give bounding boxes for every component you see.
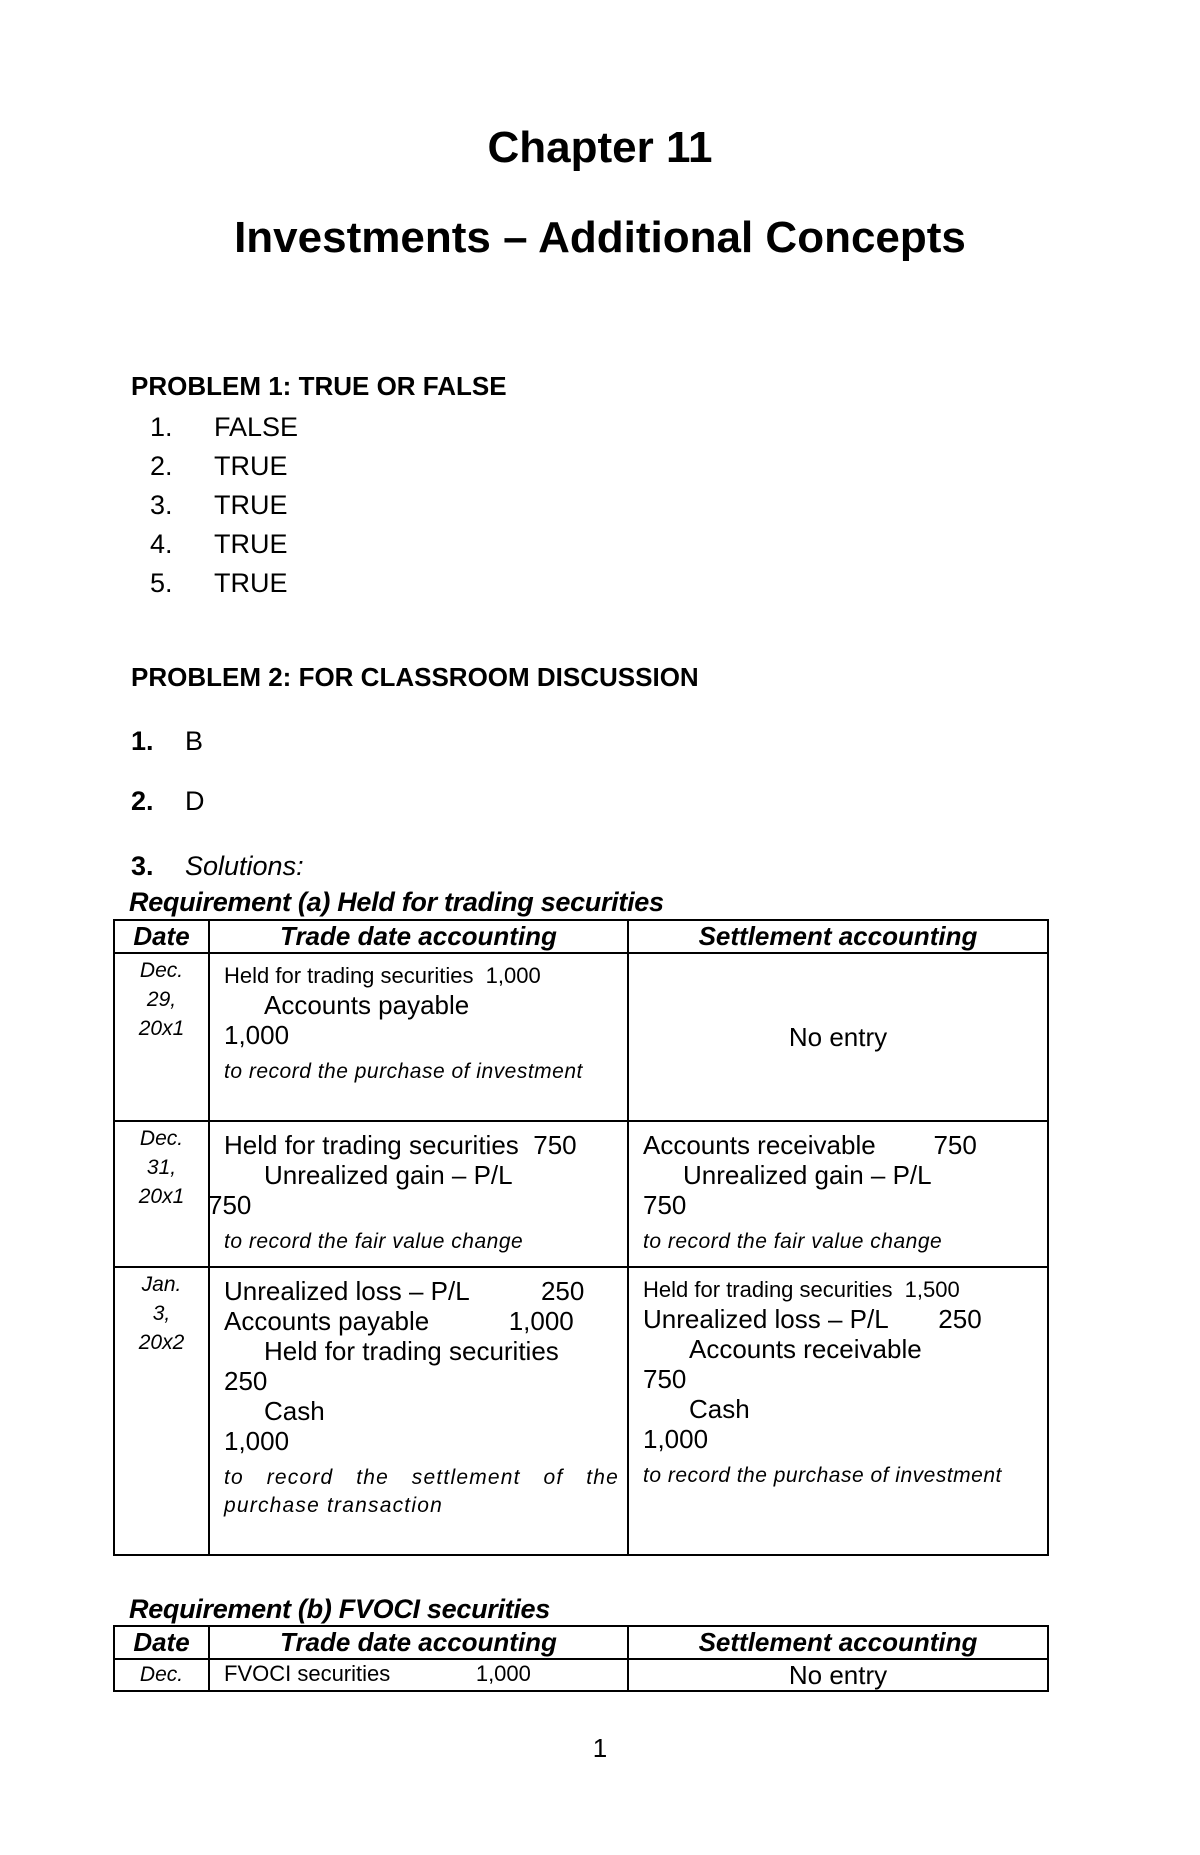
date-month: Dec. bbox=[139, 959, 184, 982]
item-answer: Solutions: bbox=[185, 851, 304, 881]
item-number: 1. bbox=[131, 726, 154, 756]
item-answer: TRUE bbox=[214, 529, 288, 559]
journal-credit-account: Held for trading securities bbox=[264, 1336, 559, 1366]
column-header-settlement: Settlement accounting bbox=[628, 920, 1048, 953]
chapter-number: Chapter 11 bbox=[487, 123, 713, 172]
trade-date-entry bbox=[209, 1267, 628, 1555]
requirement-a-table bbox=[113, 919, 1049, 1556]
journal-credit-account: Unrealized gain – P/L bbox=[264, 1160, 513, 1190]
item-answer: TRUE bbox=[214, 451, 288, 481]
settlement-entry bbox=[628, 1267, 1048, 1555]
item-answer: TRUE bbox=[214, 490, 288, 520]
date-cell bbox=[114, 1267, 209, 1555]
table-row bbox=[114, 953, 1048, 1121]
list-item bbox=[131, 724, 203, 758]
journal-narration: to record the settlement of the purchase transaction bbox=[224, 1466, 619, 1517]
journal-debit-line: Held for trading securities 1,000 bbox=[224, 963, 541, 988]
item-number: 3. bbox=[131, 851, 154, 881]
date-day: 31, bbox=[146, 1156, 177, 1179]
table-row bbox=[114, 1267, 1048, 1555]
journal-debit-line: FVOCI securities 1,000 bbox=[224, 1661, 531, 1686]
table-header-row bbox=[114, 1626, 1048, 1659]
settlement-entry bbox=[628, 1121, 1048, 1267]
journal-credit-amount: 750 bbox=[208, 1190, 252, 1220]
date-cell: Dec. bbox=[114, 1659, 209, 1691]
column-header-settlement: Settlement accounting bbox=[628, 1626, 1048, 1659]
settlement-entry: No entry bbox=[628, 953, 1048, 1121]
date-year: 20x1 bbox=[138, 1185, 185, 1208]
item-number: 2. bbox=[131, 786, 154, 816]
column-header-date: Date bbox=[114, 1626, 209, 1659]
journal-debit-line: Held for trading securities 1,500 bbox=[643, 1277, 960, 1302]
journal-debit-line: Accounts receivable 750 bbox=[643, 1130, 977, 1160]
journal-narration: to record the purchase of investment bbox=[224, 1060, 583, 1083]
list-item bbox=[150, 486, 298, 525]
table-row bbox=[114, 1121, 1048, 1267]
date-month: Dec. bbox=[139, 1127, 184, 1150]
problem-2-heading: PROBLEM 2: FOR CLASSROOM DISCUSSION bbox=[131, 662, 699, 692]
table-header-row bbox=[114, 920, 1048, 953]
page-number: 1 bbox=[592, 1733, 608, 1763]
journal-credit-account: Unrealized gain – P/L bbox=[683, 1160, 932, 1190]
journal-credit-amount: 1,000 bbox=[224, 1020, 290, 1050]
settlement-entry: No entry bbox=[628, 1659, 1048, 1691]
journal-credit-amount: 750 bbox=[643, 1364, 687, 1394]
date-day: 3, bbox=[152, 1302, 171, 1325]
journal-credit-amount: 1,000 bbox=[224, 1426, 290, 1456]
journal-debit-line: Accounts payable 1,000 bbox=[224, 1306, 574, 1336]
date-cell bbox=[114, 1121, 209, 1267]
date-day: 29, bbox=[146, 988, 177, 1011]
journal-credit-account: Cash bbox=[689, 1394, 750, 1424]
requirement-a-title: Requirement (a) Held for trading securities bbox=[129, 887, 664, 917]
list-item bbox=[150, 447, 298, 486]
journal-narration: to record the fair value change bbox=[224, 1230, 524, 1253]
list-item bbox=[150, 525, 298, 564]
trade-date-entry bbox=[209, 1659, 628, 1691]
journal-debit-line: Held for trading securities 750 bbox=[224, 1130, 577, 1160]
list-item bbox=[131, 784, 205, 818]
item-answer: D bbox=[185, 786, 205, 816]
column-header-trade-date: Trade date accounting bbox=[209, 1626, 628, 1659]
item-number: 3. bbox=[150, 490, 173, 520]
requirement-b-title: Requirement (b) FVOCI securities bbox=[129, 1594, 550, 1624]
item-number: 1. bbox=[150, 412, 173, 442]
chapter-title: Investments – Additional Concepts bbox=[234, 213, 966, 262]
item-answer: B bbox=[185, 726, 204, 756]
journal-narration: to record the purchase of investment bbox=[643, 1464, 1002, 1487]
item-number: 4. bbox=[150, 529, 173, 559]
column-header-date: Date bbox=[114, 920, 209, 953]
date-cell bbox=[114, 953, 209, 1121]
journal-credit-amount: 250 bbox=[224, 1366, 268, 1396]
item-number: 5. bbox=[150, 568, 173, 598]
date-year: 20x2 bbox=[138, 1331, 185, 1354]
journal-credit-amount: 1,000 bbox=[643, 1424, 709, 1454]
requirement-b-table bbox=[113, 1625, 1049, 1692]
date-year: 20x1 bbox=[138, 1017, 185, 1040]
journal-credit-amount: 750 bbox=[643, 1190, 687, 1220]
date-month: Jan. bbox=[141, 1273, 182, 1296]
true-false-list bbox=[150, 408, 298, 603]
item-answer: FALSE bbox=[214, 412, 299, 442]
list-item bbox=[150, 564, 298, 603]
list-item bbox=[150, 408, 298, 447]
column-header-trade-date: Trade date accounting bbox=[209, 920, 628, 953]
item-number: 2. bbox=[150, 451, 173, 481]
journal-credit-account: Accounts payable bbox=[264, 990, 470, 1020]
table-row bbox=[114, 1659, 1048, 1691]
list-item bbox=[131, 849, 304, 883]
journal-debit-line: Unrealized loss – P/L 250 bbox=[224, 1276, 585, 1306]
problem-1-heading: PROBLEM 1: TRUE OR FALSE bbox=[131, 371, 507, 401]
item-answer: TRUE bbox=[214, 568, 288, 598]
journal-narration: to record the fair value change bbox=[643, 1230, 943, 1253]
journal-credit-account: Cash bbox=[264, 1396, 325, 1426]
trade-date-entry bbox=[209, 953, 628, 1121]
journal-debit-line: Unrealized loss – P/L 250 bbox=[643, 1304, 982, 1334]
journal-credit-account: Accounts receivable bbox=[689, 1334, 922, 1364]
trade-date-entry bbox=[209, 1121, 628, 1267]
